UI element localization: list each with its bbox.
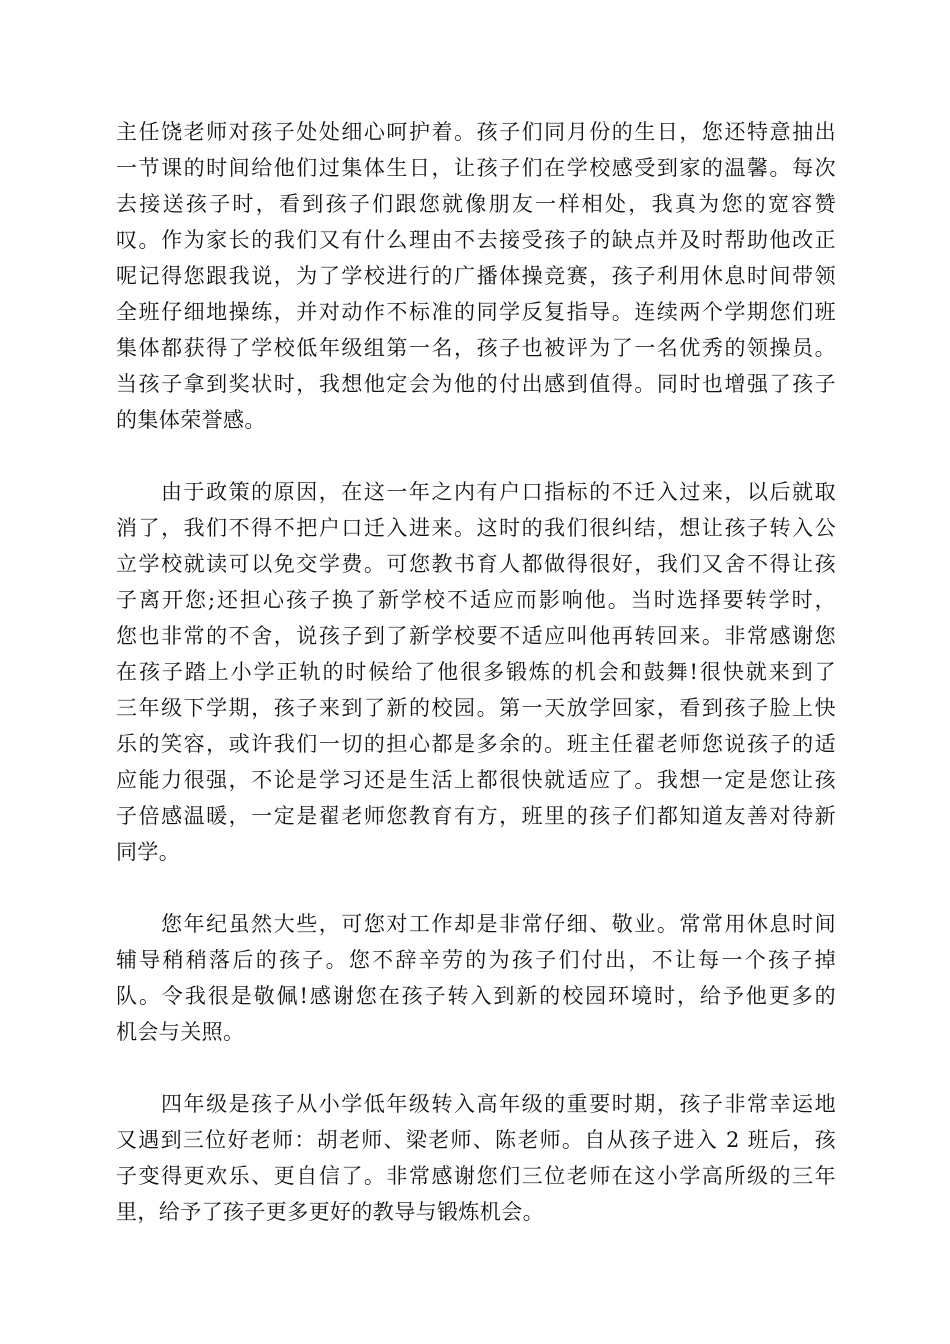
paragraph [116,1086,836,1230]
text-line: 在孩子踏上小学正轨的时候给了他很多锻炼的机会和鼓舞!很快就来到了 [116,660,836,684]
text-line: 队。令我很是敬佩!感谢您在孩子转入到新的校园环境时，给予他更多的 [116,984,836,1008]
text-line: 里，给予了孩子更多更好的教导与锻炼机会。 [116,1200,544,1224]
text-line: 的集体荣誉感。 [116,408,266,432]
text-line: 您年纪虽然大些，可您对工作却是非常仔细、敬业。常常用休息时间 [161,912,836,936]
paragraph-spacer [116,438,836,474]
text-line: 机会与关照。 [116,1020,245,1044]
text-line: 三年级下学期，孩子来到了新的校园。第一天放学回家，看到孩子脸上快 [116,696,836,720]
text-line: 子变得更欢乐、更自信了。非常感谢您们三位老师在这小学高所级的三年 [116,1164,836,1188]
document-body [116,114,836,1230]
text-line: 应能力很强，不论是学习还是生活上都很快就适应了。我想一定是您让孩 [116,768,836,792]
paragraph [116,474,836,870]
text-line: 去接送孩子时，看到孩子们跟您就像朋友一样相处，我真为您的宽容赞 [116,192,836,216]
text-line: 当孩子拿到奖状时，我想他定会为他的付出感到值得。同时也增强了孩子 [116,372,836,396]
paragraph [116,114,836,438]
text-line: 辅导稍稍落后的孩子。您不辞辛劳的为孩子们付出，不让每一个孩子掉 [116,948,836,972]
text-line: 消了，我们不得不把户口迁入进来。这时的我们很纠结，想让孩子转入公 [116,516,836,540]
text-line: 一节课的时间给他们过集体生日，让孩子们在学校感受到家的温馨。每次 [116,156,836,180]
text-line: 立学校就读可以免交学费。可您教书育人都做得很好，我们又舍不得让孩 [116,552,836,576]
text-line: 呢记得您跟我说，为了学校进行的广播体操竞赛，孩子利用休息时间带领 [116,264,836,288]
paragraph-spacer [116,870,836,906]
text-line: 由于政策的原因，在这一年之内有户口指标的不迁入过来，以后就取 [161,480,836,504]
paragraph-spacer [116,1050,836,1086]
text-line: 乐的笑容，或许我们一切的担心都是多余的。班主任翟老师您说孩子的适 [116,732,836,756]
text-line: 同学。 [116,840,181,864]
text-line: 子倍感温暖，一定是翟老师您教育有方，班里的孩子们都知道友善对待新 [116,804,836,828]
text-line: 主任饶老师对孩子处处细心呵护着。孩子们同月份的生日，您还特意抽出 [116,120,836,144]
text-line: 叹。作为家长的我们又有什么理由不去接受孩子的缺点并及时帮助他改正 [116,228,836,252]
text-line: 集体都获得了学校低年级组第一名，孩子也被评为了一名优秀的领操员。 [116,336,836,360]
text-line: 您也非常的不舍，说孩子到了新学校要不适应叫他再转回来。非常感谢您 [116,624,836,648]
paragraph [116,906,836,1050]
text-line: 又遇到三位好老师：胡老师、梁老师、陈老师。自从孩子进入 2 班后，孩 [116,1128,836,1152]
text-line: 全班仔细地操练，并对动作不标准的同学反复指导。连续两个学期您们班 [116,300,836,324]
text-line: 子离开您;还担心孩子换了新学校不适应而影响他。当时选择要转学时， [116,588,836,612]
text-line: 四年级是孩子从小学低年级转入高年级的重要时期，孩子非常幸运地 [161,1092,836,1116]
